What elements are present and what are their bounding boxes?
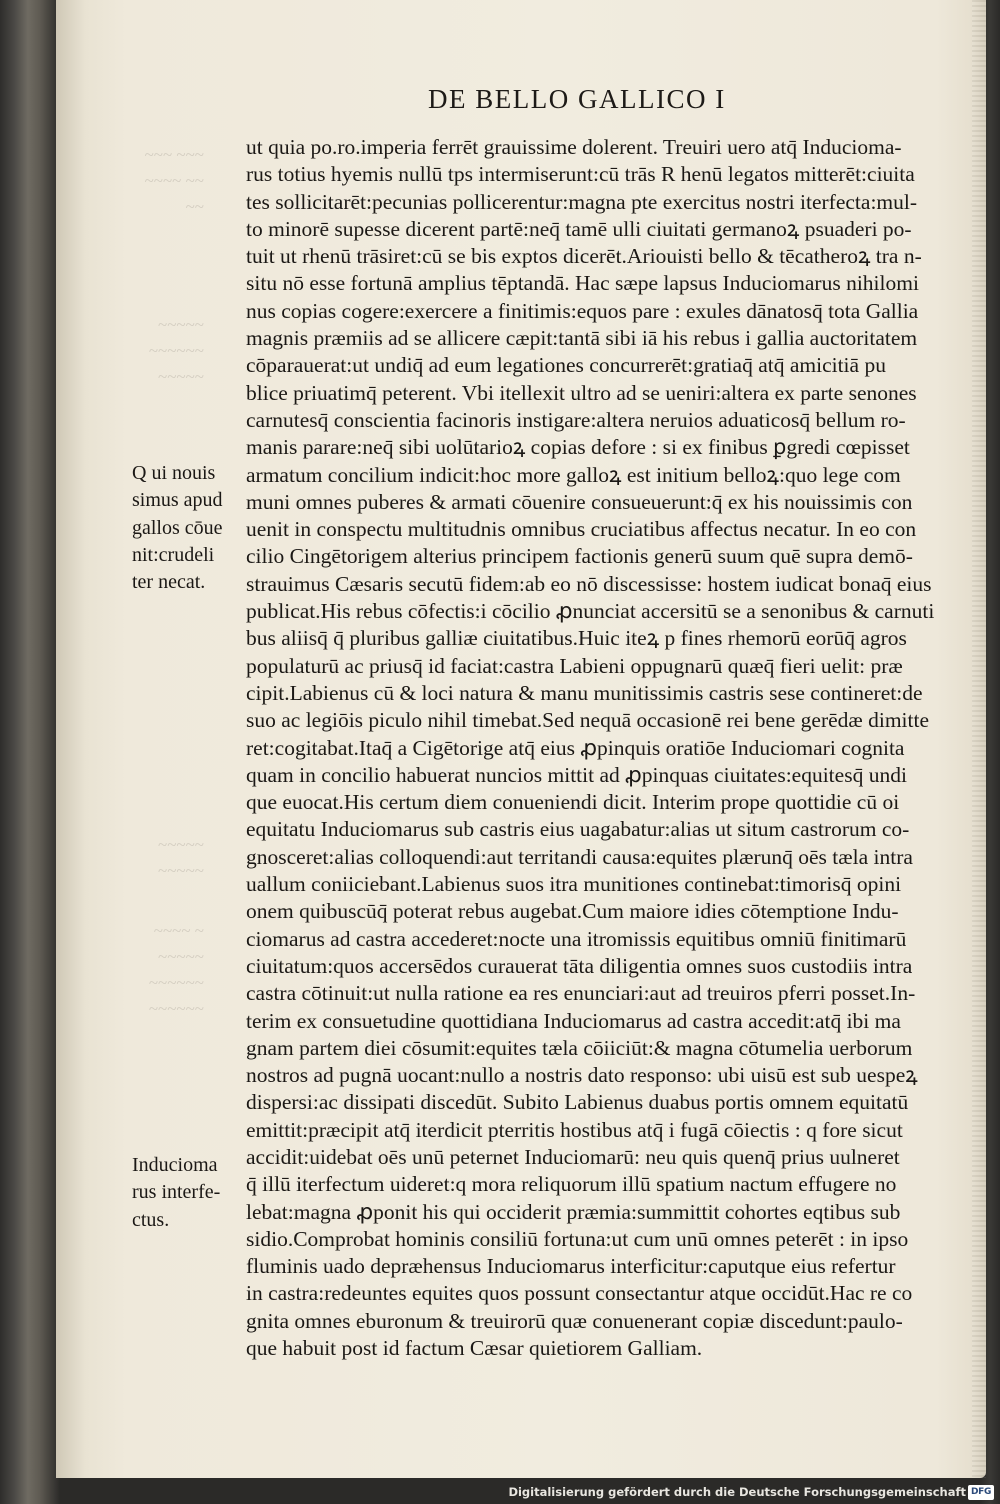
text-line: strauimus Cæsaris secutū fidem:ab eo nō discessisse: hostem iudicat bonaq̄ eius	[246, 571, 932, 596]
marginal-note-line: ctus.	[132, 1208, 170, 1231]
text-line: q̄ illū iterfectum uideret:q mora reliquorum illū spatium nactum effugere no	[246, 1172, 897, 1197]
text-line: gnam partem diei cōsumit:equites tæla cōiiciūt:& magna cōtumelia uerborum	[246, 1035, 913, 1060]
marginal-note-line: Inducioma	[132, 1154, 218, 1176]
text-line: populaturū ac priusq̄ id faciat:castra Labieni oppugnarū quæq̄ fieri uelit: præ	[246, 653, 903, 678]
dfg-logo-icon: DFG	[968, 1485, 994, 1500]
text-line: suo ac legiōis piculo nihil timebat.Sed nequā occasionē rei bene gerēdæ dimitte	[246, 708, 930, 733]
text-line: castra cōtinuit:ut nulla ratione ea res enunciari:aut ad treuiros pferri posset.In-	[246, 981, 916, 1006]
text-line: rus totius hyemis nullū tps intermiserunt:cū trās R henū legatos mitterēt:ciuita	[246, 162, 915, 187]
text-line: cilio Cingētorigem alterius principem factionis generū suum quē supra demō-	[246, 544, 913, 569]
footer-bar	[0, 1482, 1000, 1504]
text-line: magnis præmiis ad se allicere cæpit:tantā sibi iā his rebus i gallia auctoritatem	[246, 326, 918, 351]
marginal-note	[132, 1152, 236, 1234]
body-text	[246, 134, 966, 1362]
text-line: situ nō esse fortunā amplius tēptandā. Hac sæpe lapsus Induciomarus nihilomi	[246, 271, 919, 296]
marginal-note-line: simus apud	[132, 489, 223, 512]
text-line: terim ex consuetudine quottidiana Induciomarus ad castra accedit:atq̄ ibi ma	[246, 1008, 901, 1033]
text-line: in castra:redeuntes equites quos possunt consectantur atque occidūt.Hac re co	[246, 1281, 913, 1306]
marginal-note-line: rus interfe-	[132, 1181, 221, 1204]
book-page	[56, 0, 986, 1478]
text-line: nostros ad pugnā uocant:nullo a nostris dato responso: ubi uisū est sub uespeꝝ	[246, 1063, 918, 1088]
text-line: lebat:magna ꝓponit his qui occiderit præmia:summittit cohortes eqtibus sub	[246, 1199, 901, 1224]
running-head: DE BELLO GALLICO I	[428, 84, 726, 114]
text-line: emittit:præcipit atq̄ iterdicit pterritis hostibus atq̄ i fugā cōiectis : q fore sicut	[246, 1117, 903, 1142]
text-line: onem quibuscūq̄ poterat rebus augebat.Cum maiore idies cōtemptione Indu-	[246, 899, 899, 924]
text-line: gnosceret:alias colloquendi:aut territandi causa:equites plærunq̄ oēs tæla intra	[246, 844, 913, 869]
text-line: sidio.Comprobat hominis consiliū fortuna:ut cum unū omnes peterēt : in ipso	[246, 1226, 909, 1251]
text-line: blice priuatimq̄ peterent. Vbi itellexit ultro ad se ueniri:altera ex parte senones	[246, 380, 917, 405]
text-line: carnutesq̄ conscientia facinoris instigare:altera neruios aduaticosq̄ bellum ro-	[246, 407, 906, 432]
text-line: ret:cogitabat.Itaq̄ a Cigētorige atq̄ eius ꝓpinquis oratiōe Induciomari cognita	[246, 735, 905, 760]
show-through-text: ~~~~~ ~~~~~	[158, 835, 204, 880]
marginal-note-line: gallos cōue	[132, 516, 223, 539]
text-line: fluminis uado depræhensus Induciomarus interficitur:caputque eius refertur	[246, 1254, 896, 1279]
text-line: que habuit post id factum Cæsar quietiorem Galliam.	[246, 1336, 703, 1361]
funding-credit: Digitalisierung gefördert durch die Deutsche Forschungsgemeinschaft	[508, 1485, 966, 1499]
text-line: quam in concilio habuerat nuncios mittit ad ꝓpinquas ciuitates:equitesq̄ undi	[246, 762, 907, 787]
marginal-note-line: nit:crudeli	[132, 543, 215, 566]
text-line: ut quia po.ro.imperia ferrēt grauissime dolerent. Treuiri uero atq̄ Inducioma-	[246, 135, 902, 159]
text-line: publicat.His rebus cōfectis:i cōcilio ꝓnunciat accersitū se a senonibus & carnuti	[246, 599, 935, 624]
marginal-note	[132, 460, 236, 596]
text-line: uenit in conspectu multitudnis omnibus cruciatibus affectus necatur. In eo con	[246, 517, 917, 542]
text-line: accidit:uidebat oēs unū peternet Induciomarū: neu quis quenq̄ prius uulneret	[246, 1144, 900, 1169]
show-through-text: ~~~~~ ~~~~~~ ~~~~~	[148, 315, 204, 386]
text-line: dispersi:ac dissipati discedūt. Subito Labienus duabus portis omnem equitatū	[246, 1090, 909, 1115]
text-line: manis parare:neq̄ sibi uolūtarioꝝ copias defore : si ex finibus ꝑgredi cœpisset	[246, 435, 910, 460]
marginal-note-line: Q ui nouis	[132, 462, 216, 484]
text-line: muni omnes puberes & armati cōuenire consueuerunt:q̄ ex his nouissimis con	[246, 489, 913, 514]
text-line: cōparauerat:ut undiq̄ ad eum legationes concurrerēt:gratiaq̄ atq̄ amicitiā pu	[246, 353, 886, 378]
text-line: ciomarus ad castra accederet:nocte una itromissis equitibus omniū finitimarū	[246, 926, 907, 951]
text-line: tuit ut rhenū trāsiret:cū se bis exptos dicerēt.Ariouisti bello & tēcatheroꝝ tra n-	[246, 244, 922, 269]
show-through-text: ~~~ ~~~ ~~~~ ~~ ~~	[144, 145, 204, 216]
text-line: cipit.Labienus cū & loci natura & manu munitissimis castris sese contineret:de	[246, 680, 923, 705]
text-line: uallum coniiciebant.Labienus suos itra munitiones continebat:timorisq̄ opini	[246, 872, 902, 897]
text-line: nus copias cogere:exercere a finitimis:equos pare : exules dānatosq̄ tota Gallia	[246, 298, 919, 323]
text-line: armatum concilium indicit:hoc more galloꝝ est initium belloꝝ:quo lege com	[246, 462, 901, 487]
text-line: tes sollicitarēt:pecunias pollicerentur:magna pte exercitus nostri iterfecta:mul-	[246, 189, 918, 214]
show-through-text: ~~~~ ~ ~~~~~ ~~~~~~ ~~~~~~	[148, 921, 204, 1018]
text-line: bus aliisq̄ q̄ pluribus galliæ ciuitatibus.Huic iteꝝ p fines rhemorū eorūq̄ agros	[246, 626, 907, 651]
text-line: equitatu Induciomarus sub castris eius uagabatur:alias ut situm castrorum co-	[246, 817, 910, 842]
marginal-note-line: ter necat.	[132, 571, 206, 594]
text-line: gnita omnes eburonum & treuirorū quæ conuenerant copiæ discedunt:paulo-	[246, 1308, 903, 1333]
text-line: to minorē supesse dicerent partē:neq̄ tamē ulli ciuitati germanoꝝ psuaderi po-	[246, 216, 912, 241]
text-line: que euocat.His certum diem conueniendi dicit. Interim prope quottidie cū oi	[246, 790, 900, 815]
text-line: ciuitatum:quos accersēdos curauerat tāta diligentia omnes suos custodiis intra	[246, 953, 913, 978]
